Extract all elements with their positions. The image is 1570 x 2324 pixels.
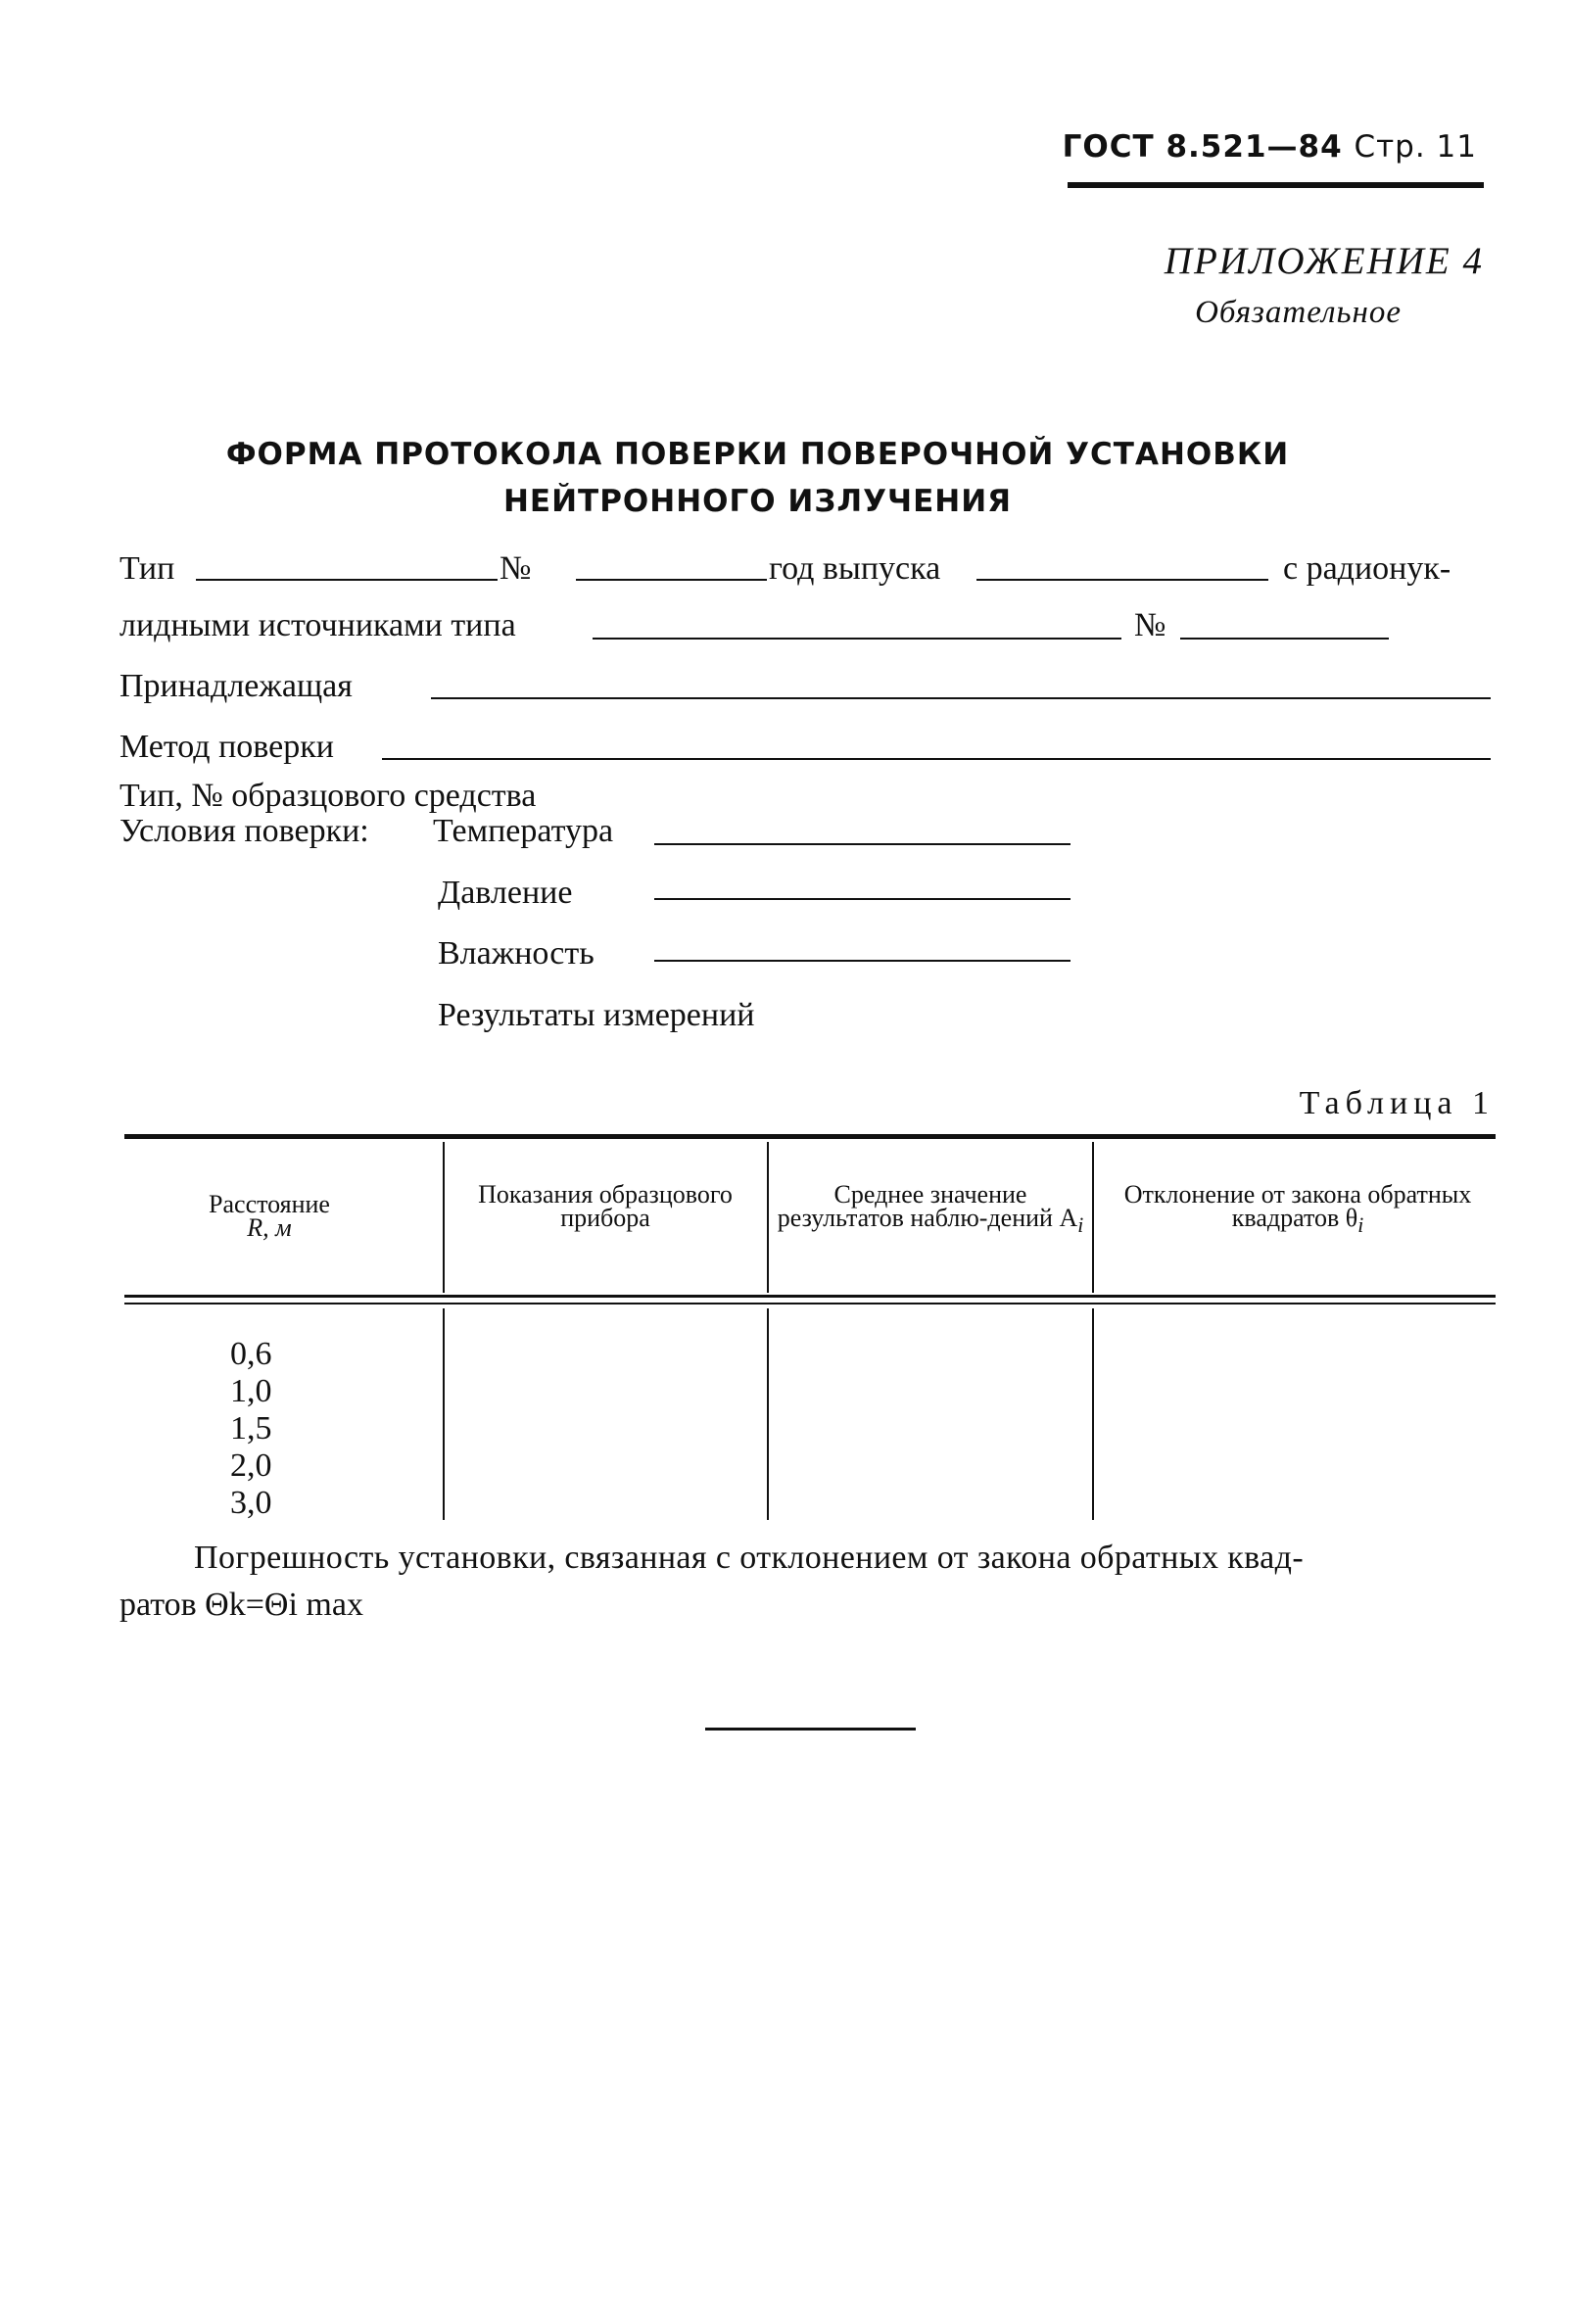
form-title-line1: ФОРМА ПРОТОКОЛА ПОВЕРКИ ПОВЕРОЧНОЙ УСТАНОВКИ [225, 437, 1290, 472]
year-field[interactable] [976, 579, 1268, 581]
radionuclide-label: с радионук- [1283, 550, 1451, 587]
table-row-distance: 0,6 [230, 1336, 272, 1372]
source-type-label: лидными источниками типа [119, 607, 516, 643]
owner-label: Принадлежащая [119, 668, 353, 704]
table-row-distance: 1,0 [230, 1373, 272, 1409]
deviation-subscript: i [1357, 1213, 1364, 1238]
table-header-rule-2 [124, 1303, 1496, 1304]
distance-unit: R, м [247, 1213, 292, 1242]
owner-field[interactable] [431, 697, 1491, 699]
table-caption: Таблица 1 [1299, 1085, 1495, 1121]
error-statement-line1: Погрешность установки, связанная с отклонением от закона обратных квад- [194, 1540, 1305, 1576]
standard-code: ГОСТ 8.521—84 [1062, 129, 1343, 165]
end-rule [705, 1728, 916, 1731]
year-label: год выпуска [769, 550, 941, 587]
results-heading: Результаты измерений [438, 997, 755, 1033]
appendix-status: Обязательное [1195, 295, 1402, 330]
table-header-rule-1 [124, 1295, 1496, 1298]
temperature-field[interactable] [654, 843, 1070, 845]
table-header-distance [157, 1190, 382, 1242]
pressure-field[interactable] [654, 898, 1070, 900]
appendix-label: ПРИЛОЖЕНИЕ 4 [1164, 240, 1484, 282]
humidity-label: Влажность [438, 935, 595, 972]
table-header-mean [774, 1180, 1087, 1238]
document-code [1063, 129, 1477, 165]
distance-values [230, 1336, 272, 1522]
table-column-divider [767, 1142, 769, 1293]
table-column-divider [443, 1308, 445, 1520]
source-number-field[interactable] [1180, 638, 1389, 640]
method-label: Метод поверки [119, 729, 334, 765]
readings-header: Показания образцового прибора [478, 1180, 733, 1232]
page-number: Стр. 11 [1354, 129, 1477, 165]
table-header-deviation [1117, 1180, 1479, 1238]
number-label: № [500, 550, 532, 587]
form-title-line2: НЕЙТРОННОГО ИЗЛУЧЕНИЯ [502, 484, 1013, 519]
header-rule [1068, 182, 1484, 188]
table-row-distance: 2,0 [230, 1447, 272, 1484]
method-field[interactable] [382, 758, 1491, 760]
deviation-header: Отклонение от закона обратных квадратов θ [1123, 1180, 1472, 1232]
error-statement-line2: ратов Θk=Θi max [119, 1587, 363, 1623]
pressure-label: Давление [438, 875, 573, 911]
humidity-field[interactable] [654, 960, 1070, 962]
temperature-label: Температура [433, 813, 614, 849]
conditions-label: Условия поверки: [119, 813, 369, 849]
source-type-field[interactable] [593, 638, 1121, 640]
table-row-distance: 1,5 [230, 1410, 272, 1447]
table-column-divider [767, 1308, 769, 1520]
table-column-divider [1092, 1142, 1094, 1293]
type-label: Тип [119, 550, 175, 587]
reference-label: Тип, № образцового средства [119, 778, 537, 814]
mean-header: Среднее значение результатов наблю-дений A [777, 1180, 1078, 1232]
table-row-distance: 3,0 [230, 1485, 272, 1521]
table-column-divider [443, 1142, 445, 1293]
source-number-label: № [1134, 607, 1166, 643]
table-header-readings [468, 1180, 742, 1232]
table-top-rule [124, 1134, 1496, 1139]
mean-subscript: i [1077, 1213, 1084, 1238]
number-field[interactable] [576, 579, 767, 581]
distance-header: Расстояние [209, 1190, 330, 1218]
table-column-divider [1092, 1308, 1094, 1520]
type-field[interactable] [196, 579, 498, 581]
